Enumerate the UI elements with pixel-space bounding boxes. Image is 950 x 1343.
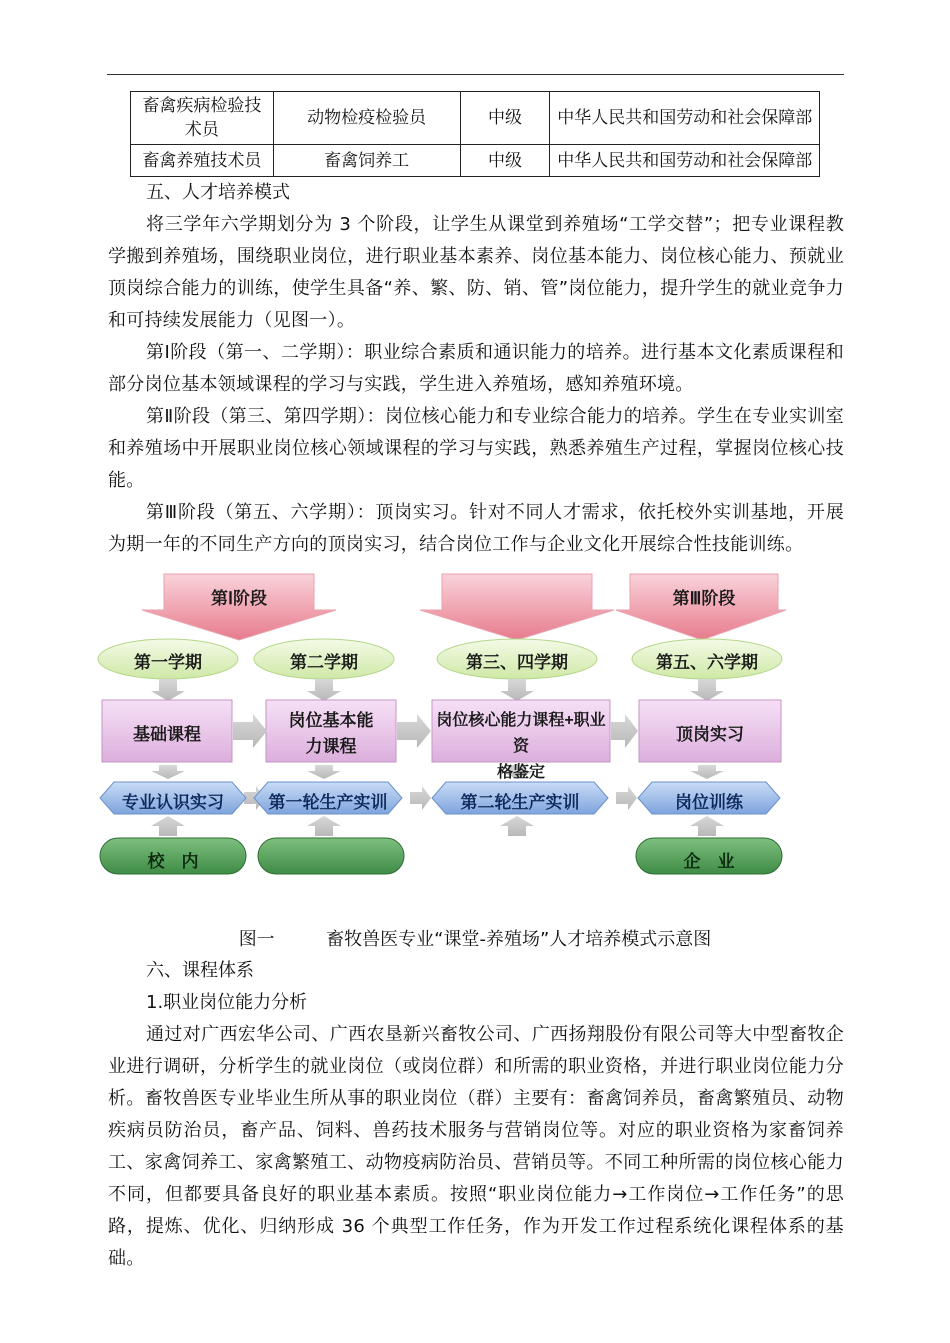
course-label-line: 岗位核心能力课程+职业资: [436, 712, 606, 755]
course-label: [432, 708, 610, 786]
table-cell: 畜禽疾病检验技术员: [131, 92, 274, 145]
table-cell: 中华人民共和国劳动和社会保障部: [550, 145, 820, 177]
figure-number: 图一: [238, 929, 275, 950]
base-label: 企 业: [683, 852, 735, 871]
section-heading: 五、人才培养模式: [146, 182, 290, 203]
course-label-line: 格鉴定: [496, 764, 545, 781]
paragraph: 将三学年六学期划分为 3 个阶段，让学生从课堂到养殖场“工学交替”；把专业课程教学搬到养殖场，围绕职业岗位，进行职业基本素养、岗位基本能力、岗位核心能力、预就业顶岗综合能力的训练，使学生具备“养、繁、防、销、管”岗位能力，提升学生的就业竞争力和可持续发展能力（见图一）。: [108, 214, 844, 331]
course-label: [266, 708, 396, 760]
course-label: 基础课程: [133, 725, 201, 744]
semester-label: 第二学期: [290, 653, 358, 672]
practice-label: 专业认识实习: [122, 793, 224, 812]
table-row: [131, 145, 820, 177]
table-cell: 动物检疫检验员: [273, 92, 460, 145]
table-cell: 中级: [460, 145, 550, 177]
practice-label: 岗位训练: [675, 793, 743, 812]
qualification-table: [130, 91, 820, 177]
course-label-line: 力课程: [305, 737, 357, 756]
stage-label: 第Ⅲ阶段: [672, 589, 736, 608]
table-cell: 中级: [460, 92, 550, 145]
up-arrows: [151, 816, 724, 836]
base-label: 校 内: [147, 852, 199, 871]
header-rule: [107, 74, 844, 75]
subsection-heading: 1.职业岗位能力分析: [146, 992, 308, 1013]
base-pill: [258, 838, 404, 874]
figure-title: 畜牧兽医专业“课堂-养殖场”人才培养模式示意图: [326, 929, 712, 950]
semester-label: 第五、六学期: [656, 653, 758, 672]
table-cell: 畜禽饲养工: [273, 145, 460, 177]
semester-label: 第一学期: [134, 653, 202, 672]
table-cell: 畜禽养殖技术员: [131, 145, 274, 177]
stage-label: 第Ⅰ阶段: [210, 589, 267, 608]
table-row: [131, 92, 820, 145]
stage-arrow: [420, 574, 614, 640]
paragraph: 第Ⅰ阶段（第一、二学期）：职业综合素质和通识能力的培养。进行基本文化素质课程和部分岗位基本领域课程的学习与实践，学生进入养殖场，感知养殖环境。: [108, 342, 844, 395]
training-model-diagram: [96, 572, 786, 882]
course-label-line: 岗位基本能: [288, 711, 374, 730]
practice-label: 第二轮生产实训: [460, 793, 580, 812]
paragraph: 第Ⅲ阶段（第五、六学期）：顶岗实习。针对不同人才需求，依托校外实训基地，开展为期一年的不同生产方向的顶岗实习，结合岗位工作与企业文化开展综合性技能训练。: [108, 502, 844, 555]
paragraph: 通过对广西宏华公司、广西农垦新兴畜牧公司、广西扬翔股份有限公司等大中型畜牧企业进行调研，分析学生的就业岗位（或岗位群）和所需的职业资格，并进行职业岗位能力分析。畜牧兽医专业毕业生所从事的职业岗位（群）主要有：畜禽饲养员，畜禽繁殖员、动物疾病员防治员，畜产品、饲料、兽药技术服务与营销岗位等。对应的职业资格为家畜饲养工、家禽饲养工、家禽繁殖工、动物疫病防治员、营销员等。不同工种所需的岗位核心能力不同，但都要具备良好的职业基本素质。按照“职业岗位能力→工作岗位→工作任务”的思路，提炼、优化、归纳形成 36 个典型工作任务，作为开发工作过程系统化课程体系的基础。: [108, 1024, 844, 1269]
course-label: 顶岗实习: [676, 725, 744, 744]
section-heading: 六、课程体系: [146, 960, 254, 981]
practice-label: 第一轮生产实训: [268, 793, 388, 812]
figure-caption: [0, 926, 950, 954]
paragraph: 第Ⅱ阶段（第三、第四学期）：岗位核心能力和专业综合能力的培养。学生在专业实训室和养殖场中开展职业岗位核心领域课程的学习与实践，熟悉养殖生产过程，掌握岗位核心技能。: [108, 406, 844, 491]
table-cell: 中华人民共和国劳动和社会保障部: [550, 92, 820, 145]
semester-label: 第三、四学期: [466, 653, 568, 672]
